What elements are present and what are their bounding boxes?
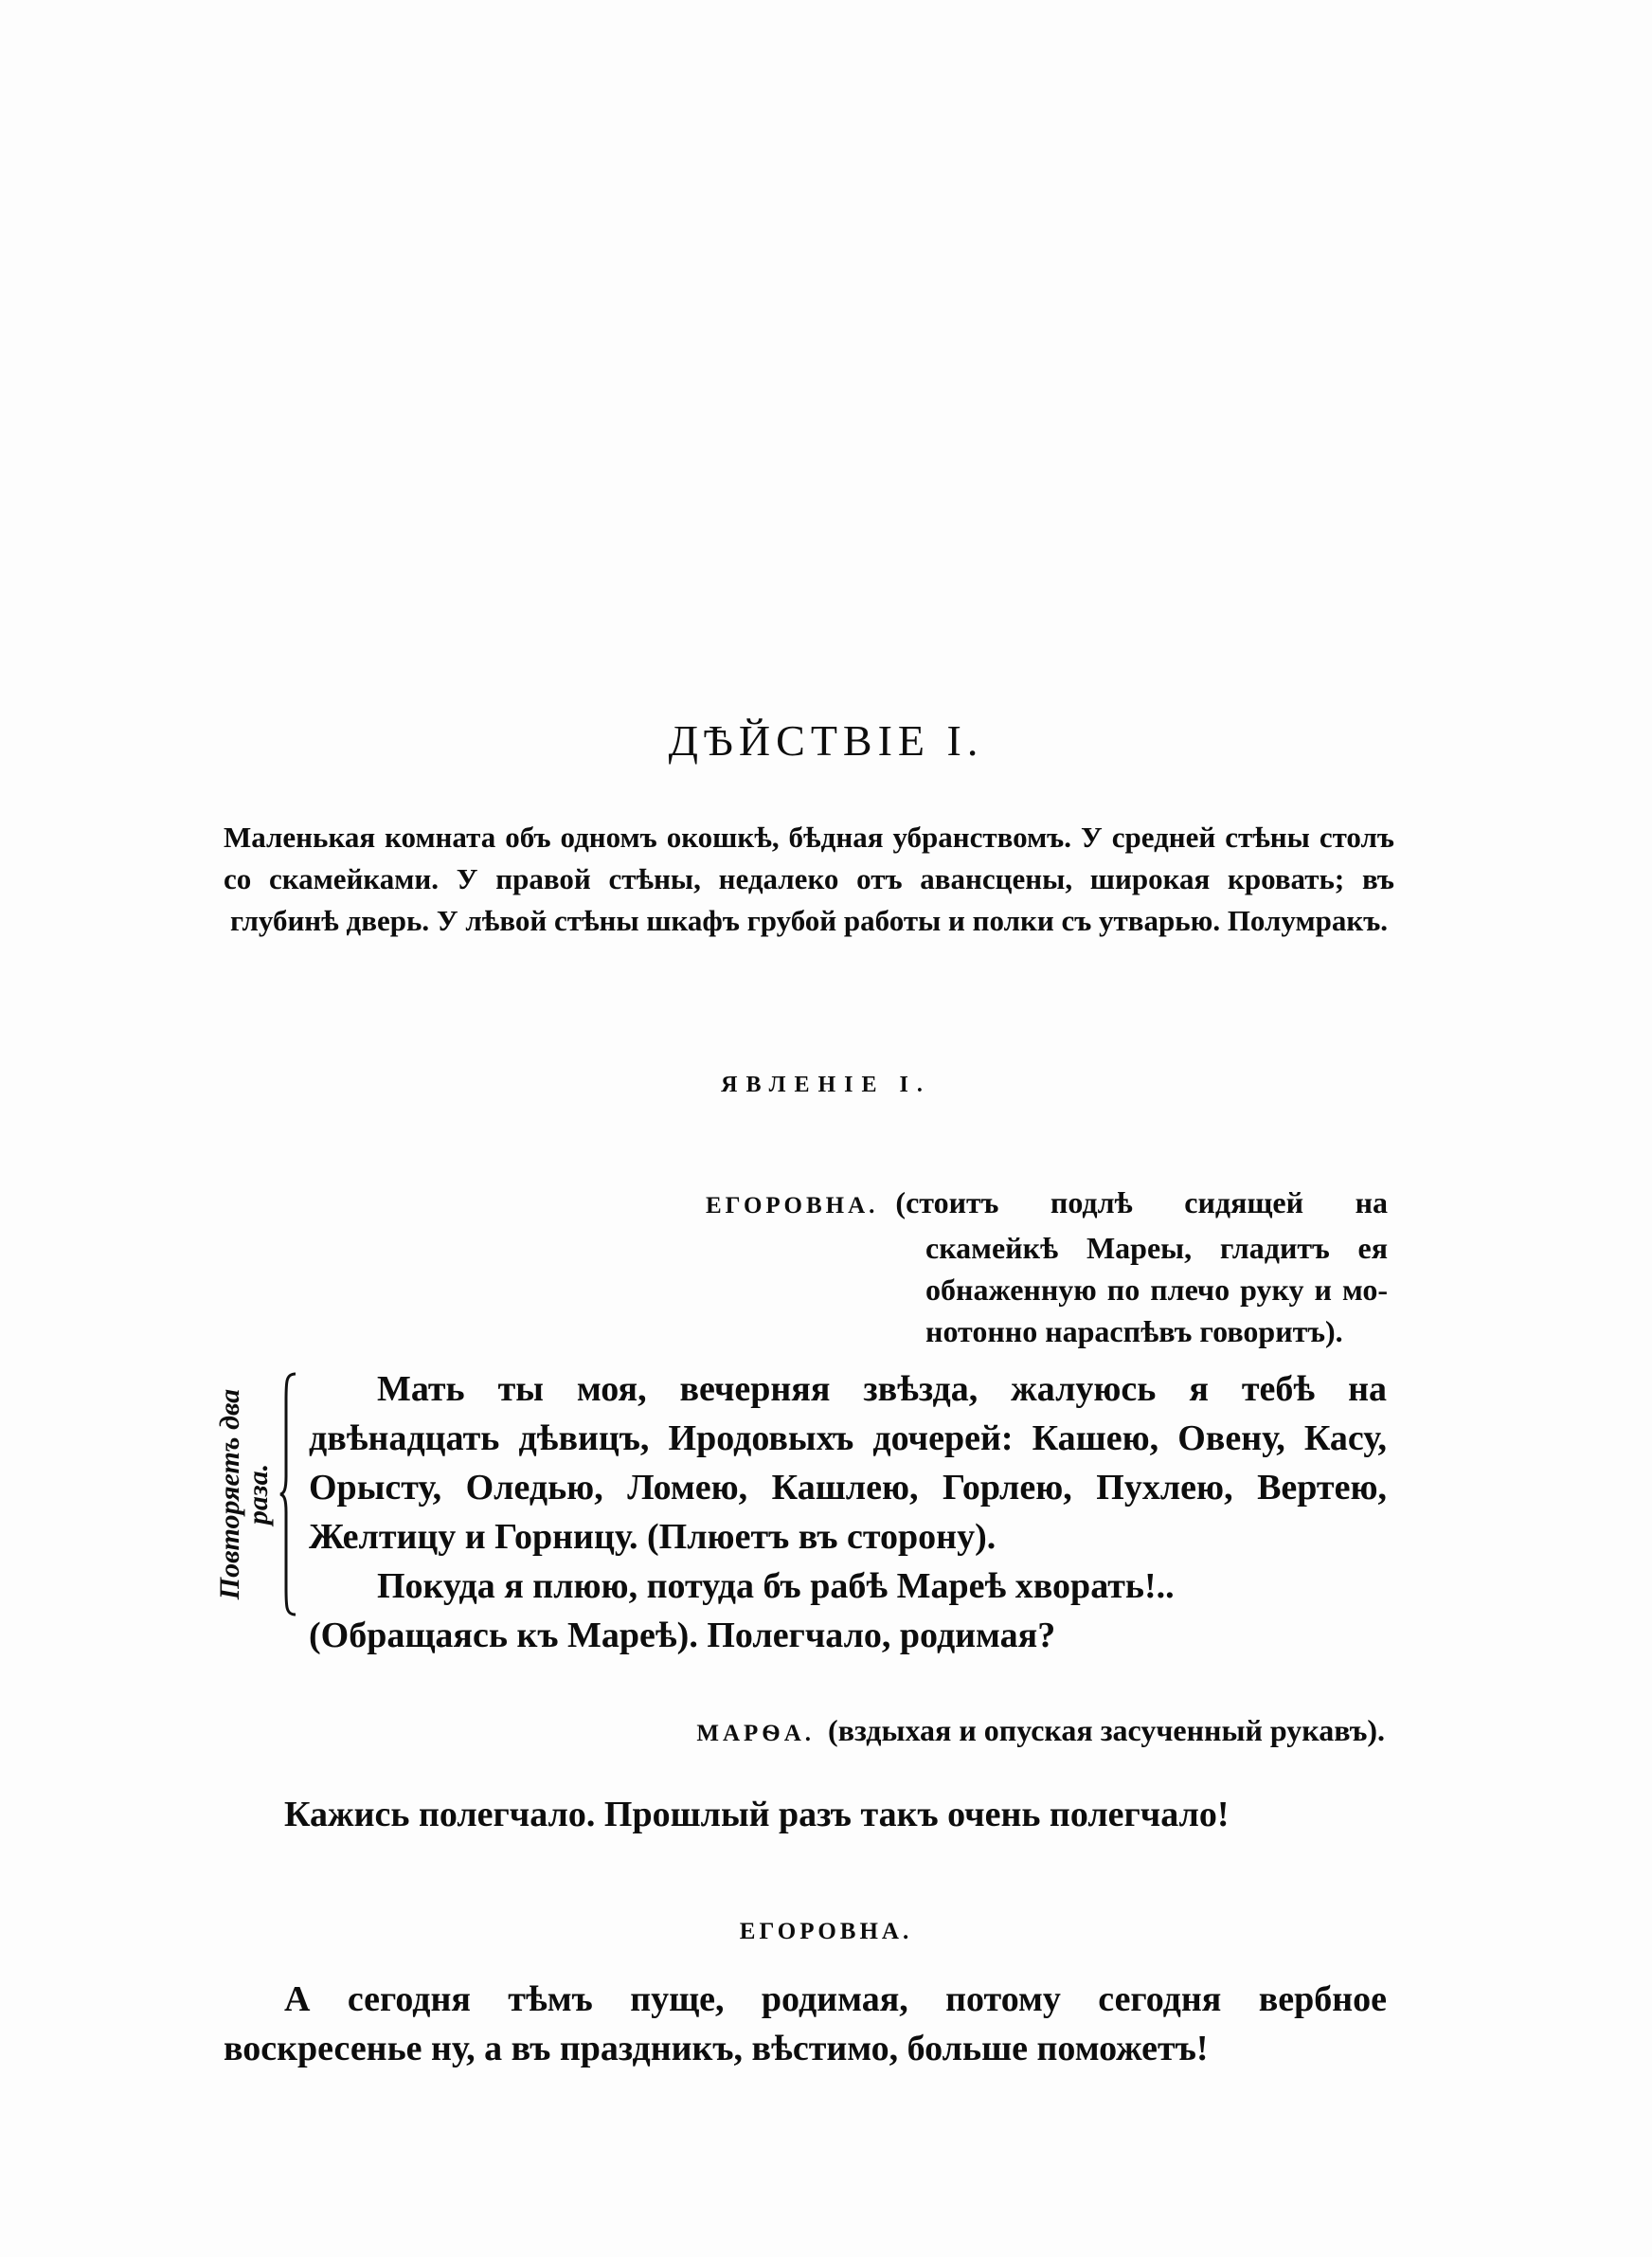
speaker-direction-line: скамейкѣ Мареы, гладитъ ея [925, 1231, 1388, 1265]
speaker-block-marfa [0, 1713, 1385, 1748]
brace-icon [278, 1372, 299, 1616]
speech-paragraph: Мать ты моя, вечерняя звѣзда, жалуюсь я тебѣ на двѣнадцать дѣвицъ, Иродовыхъ дочерей: Кашею, Овену, Касу, Орысту, Оледью, Ломею, Кашлею, Горлею, Пухлею, Вертею, Желтицу и Горницу. (Плюетъ въ сторону). [309, 1369, 1387, 1557]
act-title: ДѢЙСТВІЕ I. [668, 716, 984, 765]
speaker-direction-line [706, 1182, 1388, 1227]
speaker-direction-line: нотонно нараспѣвъ говоритъ). [925, 1314, 1343, 1348]
stage-direction: Маленькая комната объ одномъ окошкѣ, бѣдная убранствомъ. У средней стѣны столъ со скамейками. У правой стѣны, недалеко отъ авансцены, широкая кровать; въ глубинѣ дверь. У лѣвой стѣны шкафъ грубой работы и полки съ утварью. Полумракъ. [224, 821, 1394, 937]
speech-egorovna-1 [309, 1364, 1387, 1660]
speaker-block-egorovna [706, 1182, 1388, 1352]
speech-marfa: Кажись полегчало. Прошлый разъ такъ очень полегчало! [284, 1795, 1230, 1834]
side-note-text: Повторяетъ два раза. [214, 1388, 274, 1600]
side-note [216, 1372, 273, 1616]
speech-paragraph: А сегодня тѣмъ пуще, родимая, потому сегодня вербное воскресенье ну, а въ праздникъ, вѣстимо, больше поможетъ! [224, 1979, 1387, 2068]
speech-paragraph: Покуда я плюю, потуда бъ рабѣ Мареѣ хворать!.. [377, 1566, 1175, 1606]
scene-title: ЯВЛЕНІЕ I. [721, 1073, 931, 1097]
speaker-name: ЕГОРОВНА. [739, 1919, 913, 1944]
speaker-name: ЕГОРОВНА. [706, 1193, 879, 1219]
speaker-direction-line: обнаженную по плечо руку и мо- [925, 1273, 1388, 1307]
direction-text: (стоитъ подлѣ сидящей на [895, 1185, 1388, 1219]
speech-paragraph: (Обращаясь къ Мареѣ). Полегчало, родимая? [309, 1616, 1056, 1655]
speaker-name: МАРѲА. [696, 1721, 816, 1746]
direction-text: (вздыхая и опуская засученный рукавъ). [828, 1713, 1385, 1747]
speech-egorovna-2 [224, 1975, 1387, 2073]
